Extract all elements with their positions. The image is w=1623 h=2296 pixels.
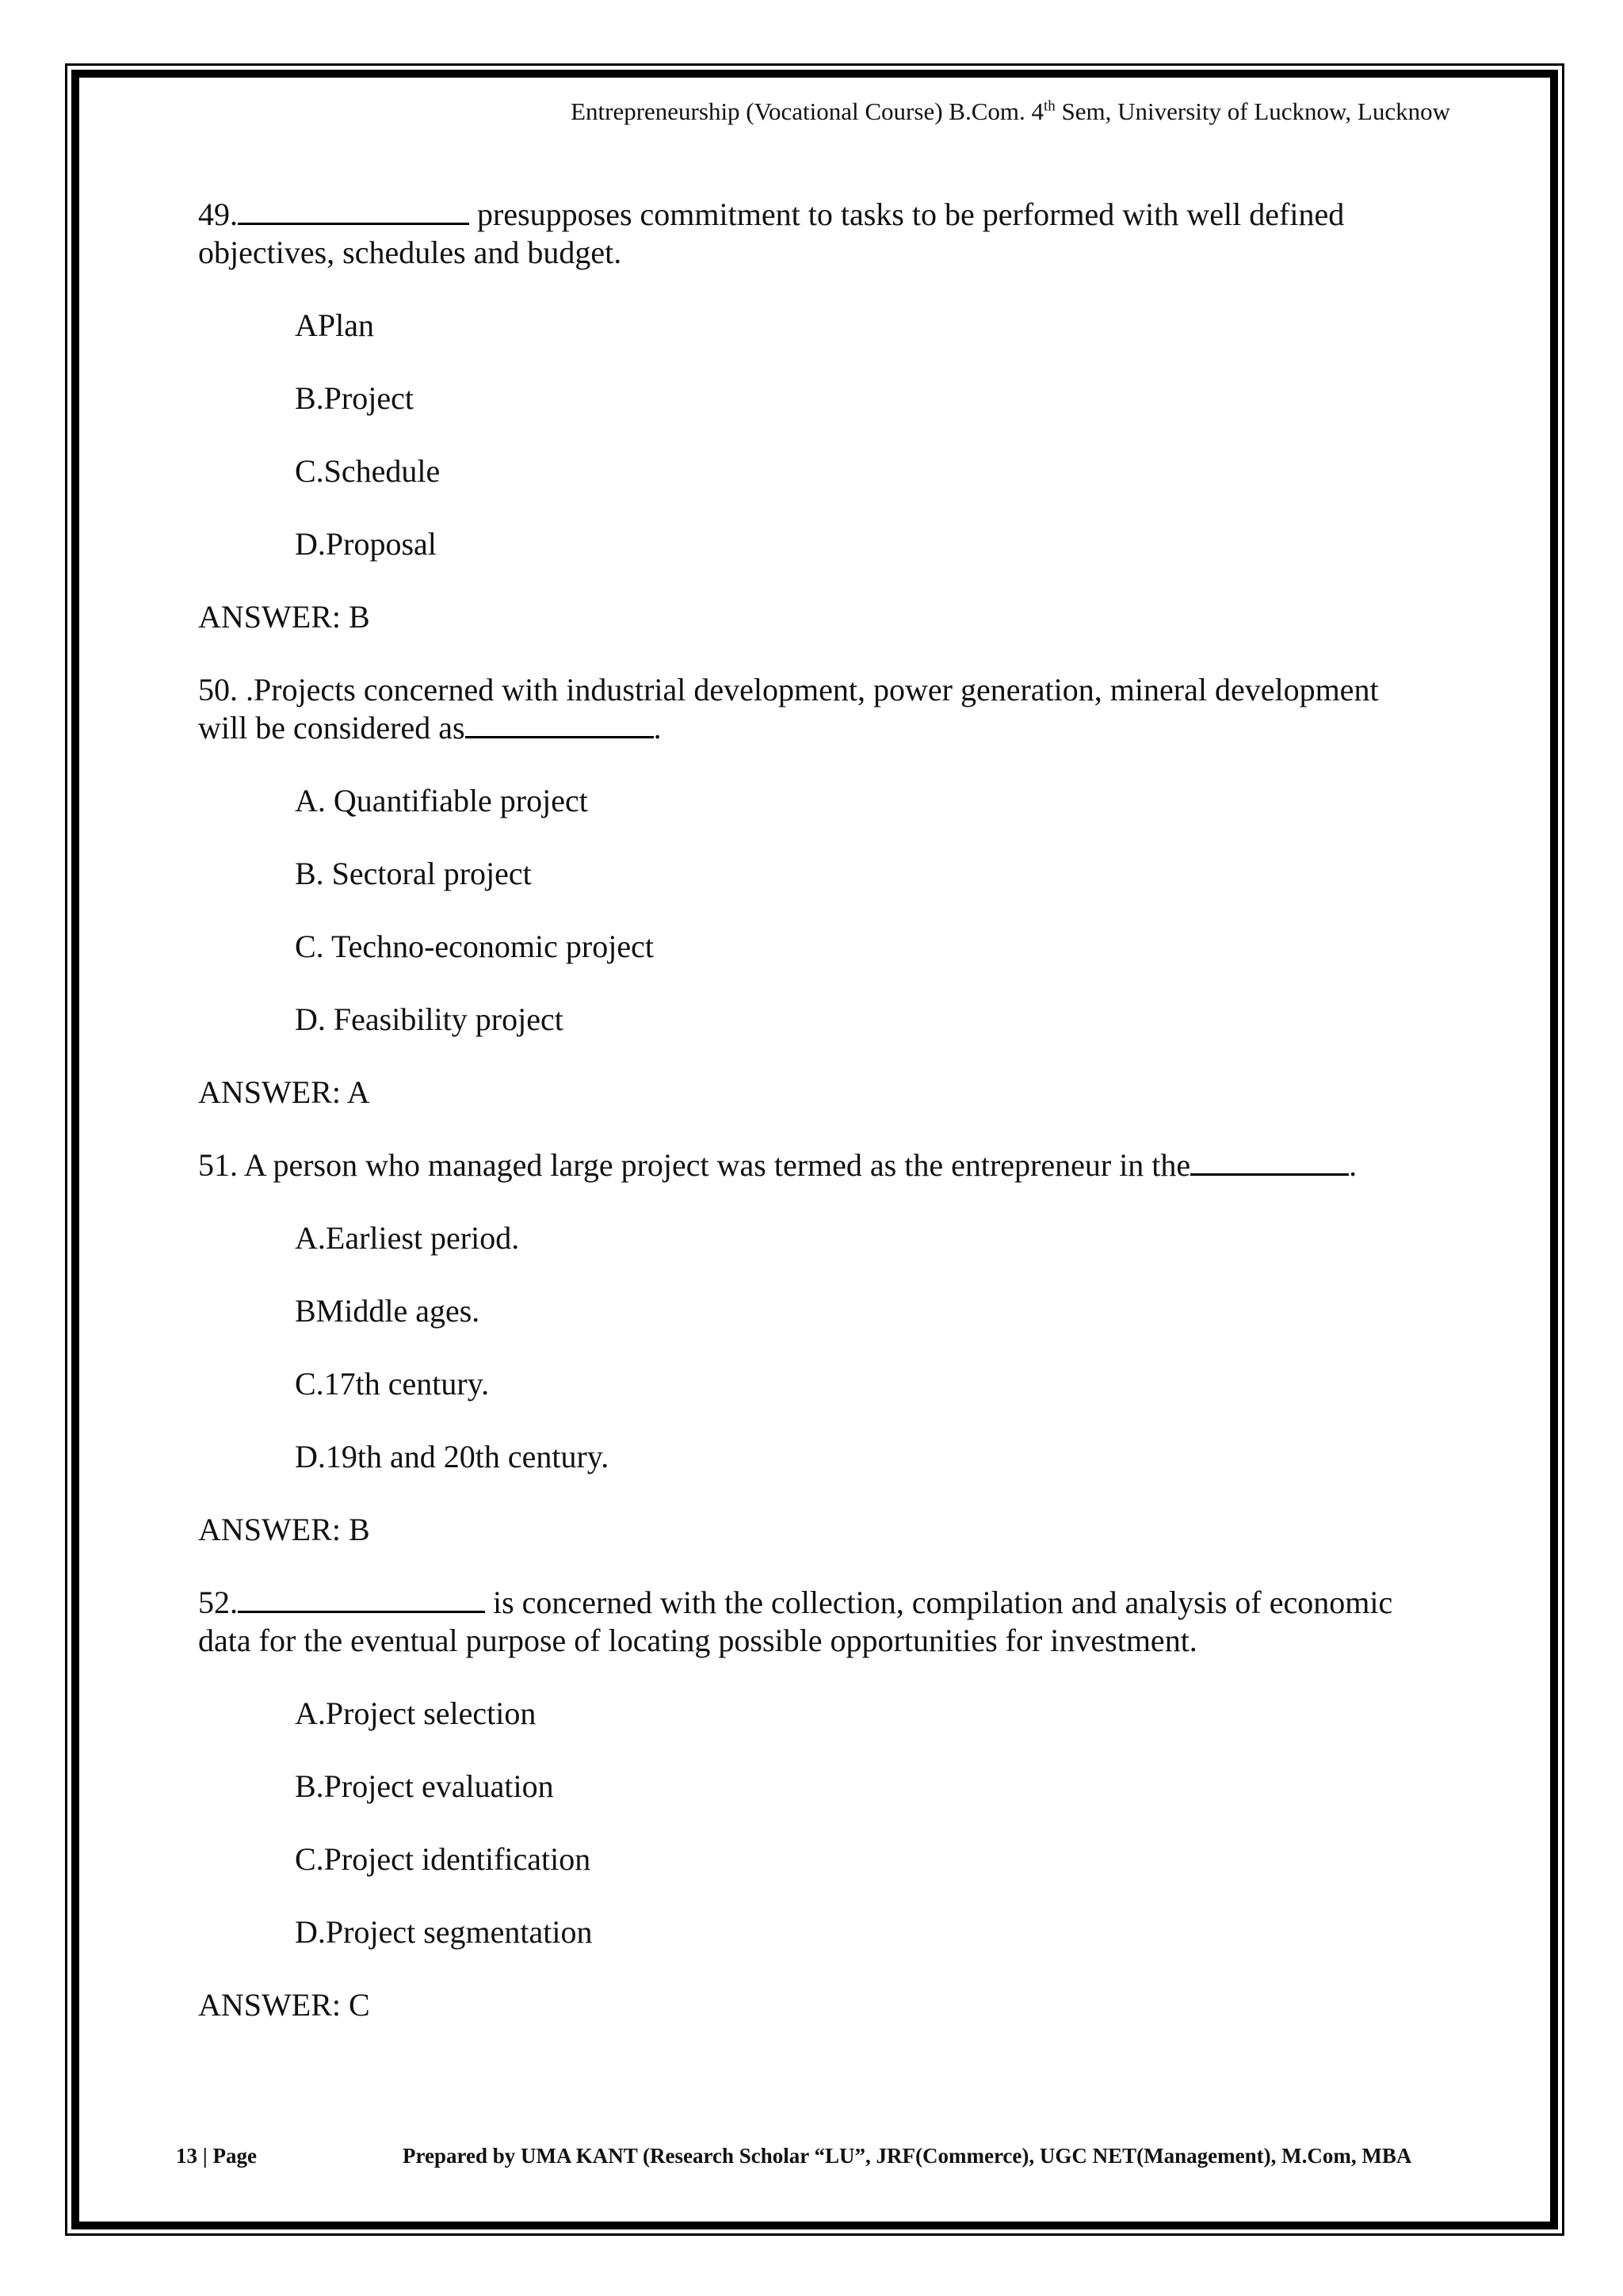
answer: ANSWER: A (198, 1074, 370, 1110)
fill-blank (465, 712, 654, 738)
answer: ANSWER: B (198, 1512, 370, 1547)
option-b: B.Project evaluation (295, 1768, 554, 1804)
question-text: presupposes commitment to tasks to be performed with well defined objectives, schedules and budget. (198, 196, 1345, 270)
header-superscript: th (1044, 97, 1056, 115)
fill-blank (238, 1587, 485, 1613)
option-c: C.Project identification (295, 1841, 591, 1877)
fill-blank (1190, 1150, 1349, 1176)
option-a: A.Project selection (295, 1695, 537, 1731)
option-c: C. Techno-economic project (295, 929, 654, 964)
option-d: D.Proposal (295, 526, 437, 562)
answer: ANSWER: B (198, 599, 370, 635)
question-text: is concerned with the collection, compilation and analysis of economic data for the eventual purpose of locating possible opportunities for investment. (198, 1585, 1393, 1658)
option-b: BMiddle ages. (295, 1293, 480, 1329)
running-header (571, 97, 1450, 126)
option-d: D.19th and 20th century. (295, 1439, 609, 1474)
option-c: C.Schedule (295, 453, 441, 489)
question-text: 50. .Projects concerned with industrial development, power generation, mineral development will be considered as (198, 672, 1379, 746)
question-text-end: . (1349, 1147, 1358, 1183)
option-b: B. Sectoral project (295, 856, 532, 891)
question-51 (198, 1146, 1434, 1184)
question-52 (198, 1584, 1434, 1660)
question-text: 51. A person who managed large project was termed as the entrepreneur in the (198, 1147, 1191, 1183)
fill-blank (238, 199, 469, 225)
footer-credit: Prepared by UMA KANT (Research Scholar “LU”, JRF(Commerce), UGC NET(Management), M.Com, MBA (403, 2144, 1412, 2168)
question-number: 49. (198, 196, 238, 232)
answer: ANSWER: C (198, 1987, 370, 2023)
question-49 (198, 196, 1434, 272)
question-50 (198, 671, 1434, 747)
option-c: C.17th century. (295, 1366, 490, 1402)
header-text-2: Sem, University of Lucknow, Lucknow (1055, 97, 1450, 125)
option-d: D.Project segmentation (295, 1914, 593, 1950)
question-number: 52. (198, 1585, 238, 1620)
option-a: A. Quantifiable project (295, 783, 588, 818)
question-text-end: . (653, 710, 662, 746)
option-a: APlan (295, 307, 374, 343)
option-d: D. Feasibility project (295, 1001, 563, 1037)
page-number: 13 | Page (176, 2144, 257, 2168)
option-b: B.Project (295, 380, 414, 416)
header-text-1: Entrepreneurship (Vocational Course) B.Com. 4 (571, 97, 1044, 125)
question-list (198, 196, 1434, 2024)
option-a: A.Earliest period. (295, 1220, 520, 1256)
